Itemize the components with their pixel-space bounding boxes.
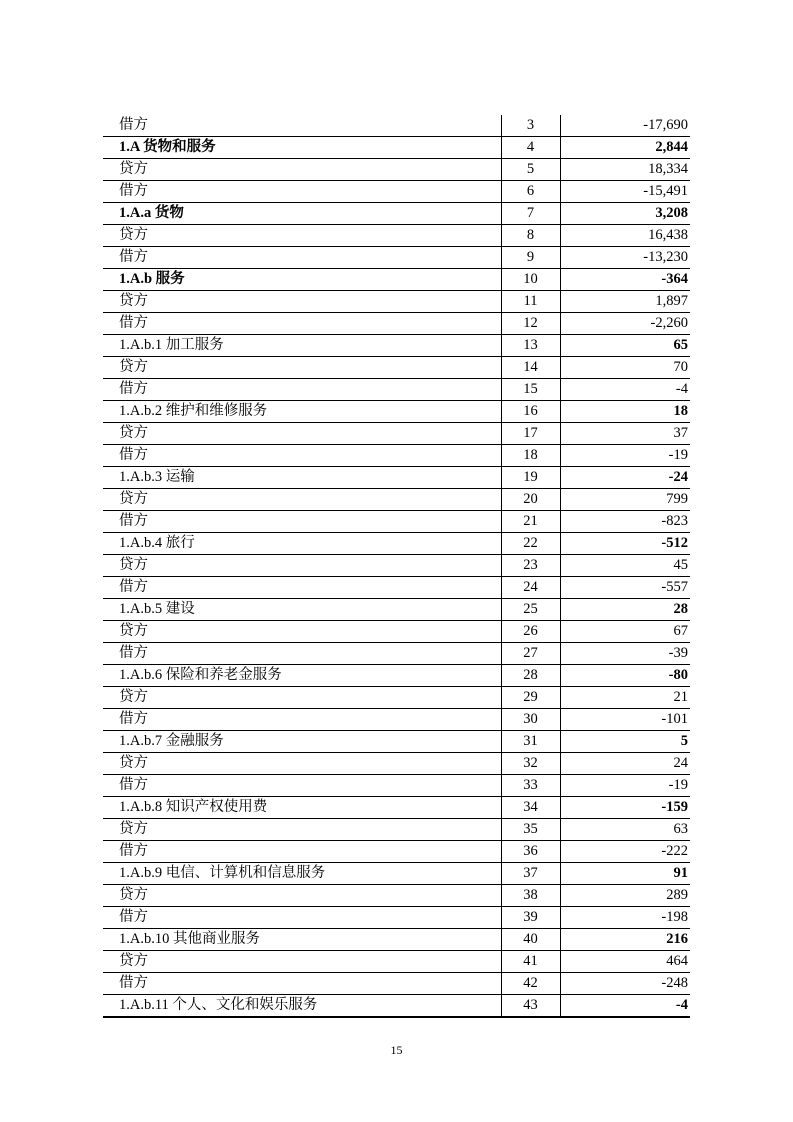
row-item-label: 借方: [103, 709, 501, 731]
row-item-label: 贷方: [103, 225, 501, 247]
table-row: [103, 159, 690, 181]
row-value: -17,690: [560, 115, 690, 137]
row-number: 43: [501, 995, 560, 1018]
row-value: 464: [560, 951, 690, 973]
row-value: -24: [560, 467, 690, 489]
table-row: [103, 423, 690, 445]
row-number: 20: [501, 489, 560, 511]
row-value: 18: [560, 401, 690, 423]
row-number: 6: [501, 181, 560, 203]
row-number: 35: [501, 819, 560, 841]
row-number: 4: [501, 137, 560, 159]
row-number: 14: [501, 357, 560, 379]
table-row: [103, 951, 690, 973]
row-value: 799: [560, 489, 690, 511]
row-item-label: 借方: [103, 907, 501, 929]
row-item-label: 贷方: [103, 555, 501, 577]
row-number: 32: [501, 753, 560, 775]
row-value: 67: [560, 621, 690, 643]
row-number: 5: [501, 159, 560, 181]
table-row: [103, 687, 690, 709]
table-row: [103, 269, 690, 291]
row-value: -19: [560, 775, 690, 797]
row-item-label: 1.A.b.9 电信、计算机和信息服务: [103, 863, 501, 885]
row-value: 5: [560, 731, 690, 753]
table-row: [103, 995, 690, 1018]
row-value: -823: [560, 511, 690, 533]
row-item-label: 借方: [103, 643, 501, 665]
row-number: 26: [501, 621, 560, 643]
row-value: 63: [560, 819, 690, 841]
row-number: 39: [501, 907, 560, 929]
row-number: 29: [501, 687, 560, 709]
table-row: [103, 731, 690, 753]
table-row: [103, 841, 690, 863]
table-row: [103, 313, 690, 335]
table-row: [103, 247, 690, 269]
table-row: [103, 709, 690, 731]
row-number: 37: [501, 863, 560, 885]
table-row: [103, 203, 690, 225]
row-item-label: 1.A.b.7 金融服务: [103, 731, 501, 753]
row-number: 38: [501, 885, 560, 907]
row-item-label: 借方: [103, 247, 501, 269]
row-value: -80: [560, 665, 690, 687]
row-number: 41: [501, 951, 560, 973]
table-row: [103, 885, 690, 907]
row-item-label: 1.A.b.11 个人、文化和娱乐服务: [103, 995, 501, 1018]
table-row: [103, 973, 690, 995]
row-value: 16,438: [560, 225, 690, 247]
table-row: [103, 863, 690, 885]
row-number: 24: [501, 577, 560, 599]
row-item-label: 贷方: [103, 159, 501, 181]
row-item-label: 借方: [103, 973, 501, 995]
row-item-label: 借方: [103, 577, 501, 599]
row-number: 8: [501, 225, 560, 247]
table-row: [103, 929, 690, 951]
row-value: 216: [560, 929, 690, 951]
table-row: [103, 467, 690, 489]
row-number: 40: [501, 929, 560, 951]
row-number: 7: [501, 203, 560, 225]
table-row: [103, 335, 690, 357]
row-item-label: 贷方: [103, 489, 501, 511]
row-number: 9: [501, 247, 560, 269]
row-number: 30: [501, 709, 560, 731]
table-row: [103, 907, 690, 929]
row-value: -4: [560, 995, 690, 1018]
row-item-label: 1.A.b.2 维护和维修服务: [103, 401, 501, 423]
table-row: [103, 489, 690, 511]
row-value: 289: [560, 885, 690, 907]
table-row: [103, 401, 690, 423]
row-value: -13,230: [560, 247, 690, 269]
row-number: 3: [501, 115, 560, 137]
row-number: 16: [501, 401, 560, 423]
table-row: [103, 137, 690, 159]
table-row: [103, 577, 690, 599]
row-value: -222: [560, 841, 690, 863]
row-item-label: 1.A.b.8 知识产权使用费: [103, 797, 501, 819]
table-row: [103, 445, 690, 467]
table-row: [103, 599, 690, 621]
row-value: -512: [560, 533, 690, 555]
table-row: [103, 819, 690, 841]
row-number: 28: [501, 665, 560, 687]
table-row: [103, 511, 690, 533]
row-item-label: 借方: [103, 181, 501, 203]
row-number: 42: [501, 973, 560, 995]
row-value: -557: [560, 577, 690, 599]
row-value: -2,260: [560, 313, 690, 335]
row-value: -248: [560, 973, 690, 995]
row-value: 28: [560, 599, 690, 621]
row-item-label: 贷方: [103, 291, 501, 313]
row-number: 13: [501, 335, 560, 357]
row-value: 37: [560, 423, 690, 445]
table-body: [103, 115, 690, 1017]
page-number: 15: [390, 1043, 403, 1057]
row-item-label: 贷方: [103, 423, 501, 445]
row-number: 10: [501, 269, 560, 291]
row-number: 25: [501, 599, 560, 621]
row-item-label: 贷方: [103, 357, 501, 379]
row-item-label: 借方: [103, 511, 501, 533]
row-value: -15,491: [560, 181, 690, 203]
table-row: [103, 115, 690, 137]
table-row: [103, 797, 690, 819]
table-row: [103, 775, 690, 797]
row-item-label: 借方: [103, 115, 501, 137]
row-number: 12: [501, 313, 560, 335]
row-number: 34: [501, 797, 560, 819]
row-value: 1,897: [560, 291, 690, 313]
table-row: [103, 555, 690, 577]
row-number: 19: [501, 467, 560, 489]
row-item-label: 1.A.b.6 保险和养老金服务: [103, 665, 501, 687]
row-number: 23: [501, 555, 560, 577]
table-row: [103, 357, 690, 379]
row-value: 21: [560, 687, 690, 709]
table-row: [103, 225, 690, 247]
table-row: [103, 181, 690, 203]
row-value: 24: [560, 753, 690, 775]
row-value: -19: [560, 445, 690, 467]
row-item-label: 借方: [103, 841, 501, 863]
row-value: -39: [560, 643, 690, 665]
balance-of-payments-table: [103, 115, 690, 1018]
row-item-label: 1.A.b.3 运输: [103, 467, 501, 489]
row-value: -198: [560, 907, 690, 929]
row-value: -101: [560, 709, 690, 731]
table-row: [103, 643, 690, 665]
row-value: 45: [560, 555, 690, 577]
table-row: [103, 665, 690, 687]
row-number: 21: [501, 511, 560, 533]
row-value: 65: [560, 335, 690, 357]
row-value: 3,208: [560, 203, 690, 225]
row-item-label: 贷方: [103, 621, 501, 643]
row-item-label: 贷方: [103, 885, 501, 907]
row-item-label: 1.A.b.5 建设: [103, 599, 501, 621]
row-item-label: 贷方: [103, 753, 501, 775]
row-number: 15: [501, 379, 560, 401]
row-number: 27: [501, 643, 560, 665]
table-row: [103, 291, 690, 313]
row-value: 18,334: [560, 159, 690, 181]
row-number: 33: [501, 775, 560, 797]
row-number: 18: [501, 445, 560, 467]
row-item-label: 贷方: [103, 951, 501, 973]
row-item-label: 1.A.b.1 加工服务: [103, 335, 501, 357]
row-item-label: 1.A 货物和服务: [103, 137, 501, 159]
row-item-label: 借方: [103, 445, 501, 467]
row-value: -364: [560, 269, 690, 291]
row-item-label: 借方: [103, 313, 501, 335]
row-number: 17: [501, 423, 560, 445]
row-item-label: 贷方: [103, 687, 501, 709]
row-item-label: 1.A.b 服务: [103, 269, 501, 291]
row-item-label: 1.A.b.10 其他商业服务: [103, 929, 501, 951]
row-number: 11: [501, 291, 560, 313]
row-number: 31: [501, 731, 560, 753]
table-row: [103, 753, 690, 775]
row-value: 91: [560, 863, 690, 885]
row-item-label: 借方: [103, 775, 501, 797]
row-value: 2,844: [560, 137, 690, 159]
table-row: [103, 621, 690, 643]
table-row: [103, 379, 690, 401]
row-value: -4: [560, 379, 690, 401]
row-value: -159: [560, 797, 690, 819]
row-value: 70: [560, 357, 690, 379]
row-number: 22: [501, 533, 560, 555]
row-item-label: 借方: [103, 379, 501, 401]
row-number: 36: [501, 841, 560, 863]
row-item-label: 贷方: [103, 819, 501, 841]
row-item-label: 1.A.a 货物: [103, 203, 501, 225]
table-row: [103, 533, 690, 555]
row-item-label: 1.A.b.4 旅行: [103, 533, 501, 555]
